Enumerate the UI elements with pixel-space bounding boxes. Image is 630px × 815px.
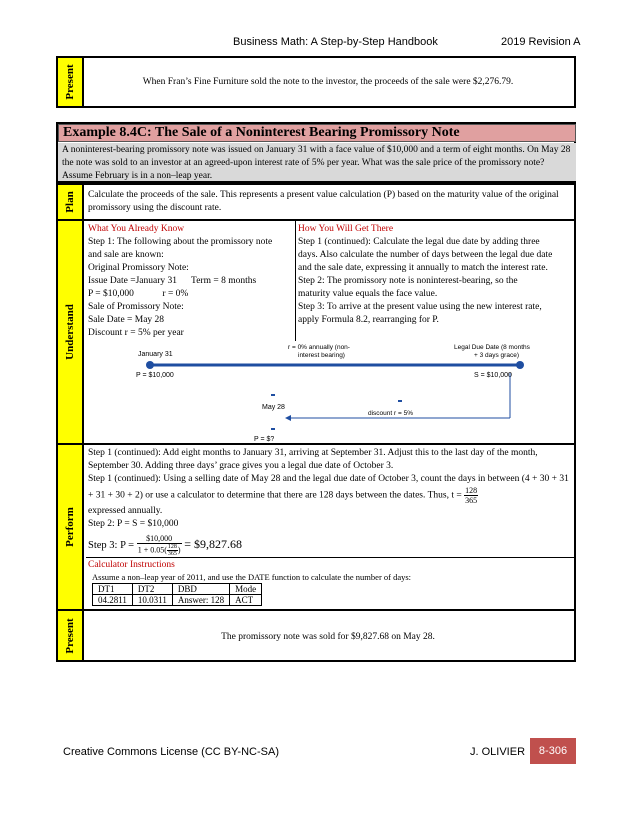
calc-instructions <box>88 559 570 606</box>
t-numerator: 128 <box>465 486 478 495</box>
t-denominator: 365 <box>465 496 478 505</box>
timeline-start-label: January 31 <box>138 351 173 358</box>
calc-cell: 04.2811 <box>93 595 133 606</box>
calc-table-header-row <box>93 584 262 595</box>
column-divider <box>295 221 296 341</box>
step3-prefix: Step 3: P = <box>88 540 135 551</box>
understand-label-bar <box>58 221 84 443</box>
footer-license: Creative Commons License (CC BY-NC-SA) <box>63 746 279 758</box>
method-line: apply Formula 8.2, rearranging for P. <box>298 315 439 325</box>
timeline-end-label-2: + 3 days grace) <box>474 352 519 359</box>
method-line: days. Also calculate the number of days between the legal due date <box>298 250 553 260</box>
perform-step3 <box>88 531 570 558</box>
calc-heading: Calculator Instructions <box>88 560 175 570</box>
understand-section <box>56 219 576 445</box>
step3-result: = $9,827.68 <box>184 537 242 551</box>
timeline-start-dot <box>146 361 154 369</box>
calc-table-row <box>93 595 262 606</box>
understand-right-column <box>298 223 574 327</box>
method-line: maturity value equals the face value. <box>298 289 438 299</box>
page-number-badge: 8-306 <box>530 738 576 764</box>
perform-step1b <box>88 473 570 505</box>
step3-inner-den: 365 <box>167 551 177 558</box>
plan-label: Plan <box>64 191 76 213</box>
top-present-label-bar <box>58 58 84 106</box>
known-line: Discount r = 5% per year <box>88 328 184 338</box>
perform-step1a: Step 1 (continued): Add eight months to January 31, arriving at September 31. Adjust this to the last day of the month, September 30. Adding three days’ grace gives you a legal due date of October 3. <box>88 448 538 471</box>
understand-label: Understand <box>64 304 76 360</box>
calc-header-cell: DT1 <box>93 584 133 595</box>
step3-den-suffix: ) <box>177 545 181 555</box>
timeline-end-dot <box>516 361 524 369</box>
discount-arrowhead-icon <box>285 415 291 421</box>
plan-text: Calculate the proceeds of the sale. This represents a present value calculation (P) based on the maturity value of the original promissory using the discount rate. <box>88 190 559 213</box>
bottom-present-label-bar <box>58 611 84 660</box>
timeline-diagram <box>128 343 548 443</box>
calc-note: Assume a non–leap year of 2011, and use the DATE function to calculate the number of days: <box>92 572 412 582</box>
timeline-unknown-label: P = $? <box>254 436 275 443</box>
method-line: Step 2: The promissory note is noninterest-bearing, so the <box>298 276 518 286</box>
timeline-end-value: S = $10,000 <box>474 372 512 379</box>
calc-divider <box>86 557 574 558</box>
method-line: Step 1 (continued): Calculate the legal due date by adding three <box>298 237 540 247</box>
step3-inner-num: 128 <box>167 544 177 551</box>
perform-label-bar <box>58 445 84 609</box>
timeline-rate-label-2: interest bearing) <box>298 352 345 359</box>
top-present-box <box>56 56 576 108</box>
known-line: Original Promissory Note: <box>88 263 189 273</box>
step3-inner-fraction <box>167 544 178 557</box>
calc-cell: ACT <box>230 595 262 606</box>
method-line: Step 3: To arrive at the present value using the new interest rate, <box>298 302 542 312</box>
header-revision: 2019 Revision A <box>501 36 581 48</box>
discount-label: discount r = 5% <box>368 410 413 417</box>
plan-section <box>56 183 576 221</box>
calc-header-cell: Mode <box>230 584 262 595</box>
example-title: Example 8.4C: The Sale of a Noninterest Bearing Promissory Note <box>58 124 576 142</box>
bottom-present-text: The promissory note was sold for $9,827.68 on May 28. <box>221 632 435 642</box>
top-present-text: When Fran’s Fine Furniture sold the note to the investor, the proceeds of the sale were $2,276.79. <box>142 77 514 87</box>
perform-step1b-end: expressed annually. <box>88 506 163 516</box>
calc-table <box>92 583 262 606</box>
step3-fraction <box>137 534 182 557</box>
bottom-present-label: Present <box>64 617 76 654</box>
t-fraction <box>464 486 478 505</box>
calc-header-cell: DBD <box>172 584 229 595</box>
perform-label: Perform <box>64 507 76 547</box>
timeline-end-label-1: Legal Due Date (8 months <box>454 344 530 351</box>
left-column-heading: What You Already Know <box>88 224 185 234</box>
timeline-start-value: P = $10,000 <box>136 372 174 379</box>
known-line: P = $10,000 r = 0% <box>88 289 189 299</box>
calc-cell: 10.0311 <box>132 595 172 606</box>
timeline-mid-label: May 28 <box>262 404 285 411</box>
timeline-rate-label-1: r = 0% annually (non- <box>288 344 350 351</box>
bottom-present-box <box>56 609 576 662</box>
known-line: Issue Date =January 31 Term = 8 months <box>88 276 257 286</box>
known-line: Step 1: The following about the promissory note <box>88 237 273 247</box>
step3-numerator: $10,000 <box>137 534 182 544</box>
perform-section <box>56 443 576 611</box>
step3-denominator <box>137 544 182 557</box>
known-line: Sale Date = May 28 <box>88 315 165 325</box>
calc-header-cell: DT2 <box>132 584 172 595</box>
footer-author: J. OLIVIER <box>470 746 526 758</box>
perform-content <box>88 447 570 558</box>
right-column-heading: How You Will Get There <box>298 224 394 234</box>
calc-cell: Answer: 128 <box>172 595 229 606</box>
known-line: and sale are known: <box>88 250 164 260</box>
perform-step1b-text: Step 1 (continued): Using a selling date of May 28 and the legal due date of October 3, count the days in between (4 + 30 + 31 + 31 + 30 + 2) or use a calculator to determine that there are 128 days between the dates. Thus, t = <box>88 474 569 501</box>
method-line: and the sale date, expressing it annually to match the interest rate. <box>298 263 548 273</box>
step3-den-prefix: 1 + 0.05( <box>137 545 167 555</box>
known-line: Sale of Promissory Note: <box>88 302 184 312</box>
example-problem: A noninterest-bearing promissory note was issued on January 31 with a face value of $10,000 and a term of eight months. On May 28 the note was sold to an investor at an agreed-upon interest rate of 5% per year. What was the sale price of the promissory note? Assume February is in a non–leap year. <box>58 143 576 183</box>
top-present-label: Present <box>64 64 76 100</box>
perform-step2: Step 2: P = S = $10,000 <box>88 519 179 529</box>
header-book-title: Business Math: A Step-by-Step Handbook <box>233 36 438 48</box>
plan-label-bar <box>58 185 84 219</box>
understand-left-column <box>88 223 293 340</box>
